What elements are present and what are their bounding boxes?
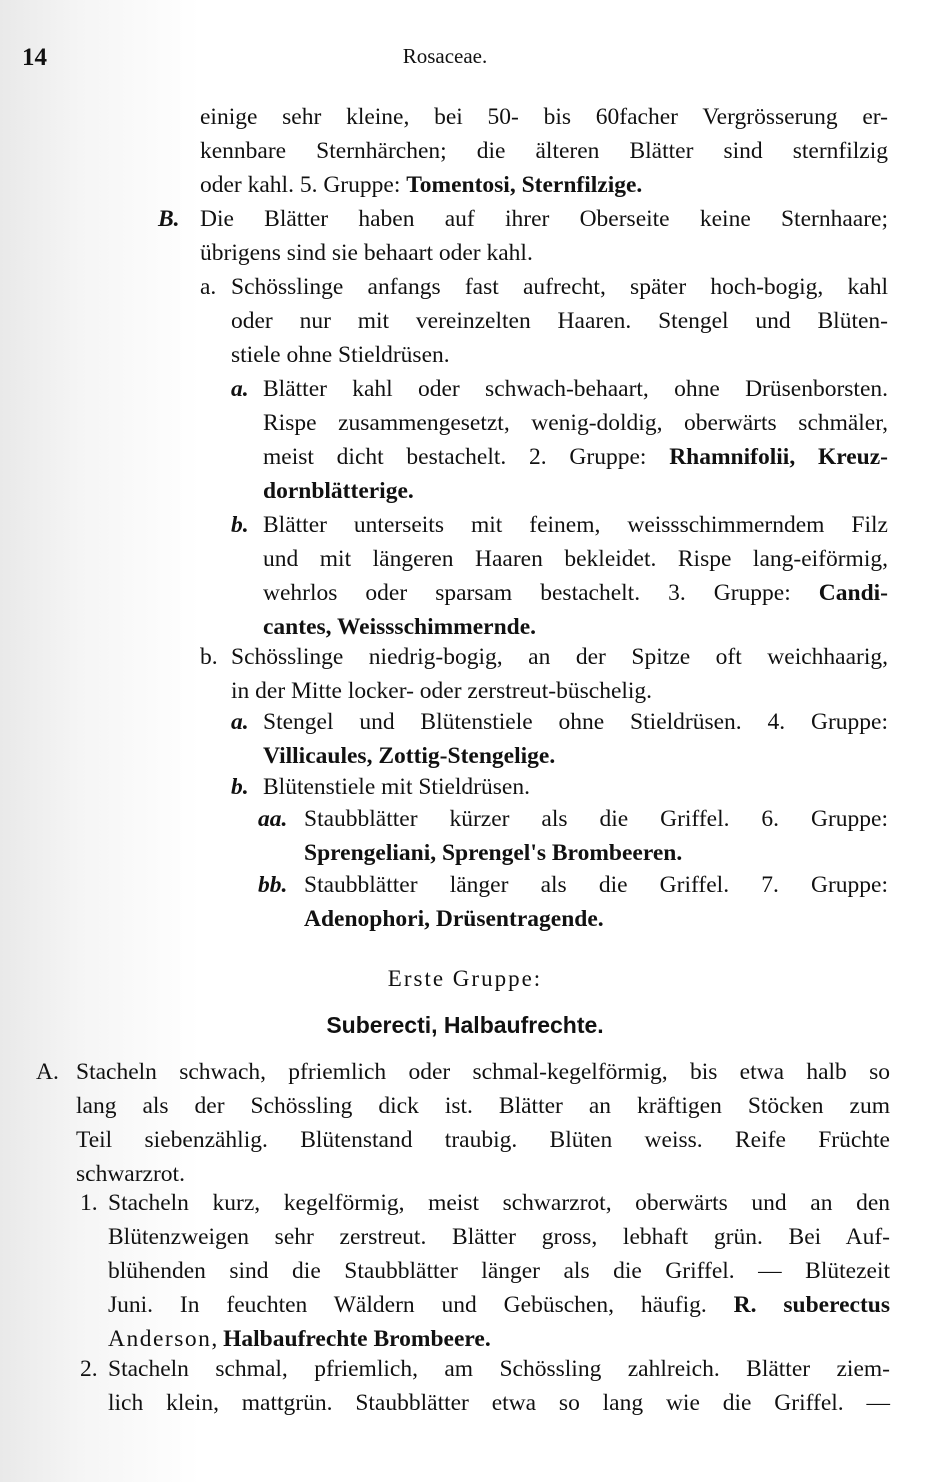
text-line: Staubblätter kürzer als die Griffel. 6. Gruppe:	[304, 806, 888, 832]
key-label: 1.	[80, 1190, 98, 1216]
author-name: Anderson	[108, 1326, 212, 1352]
text-line: in der Mitte locker- oder zerstreut-büschelig.	[231, 678, 653, 704]
text-line: lang als der Schössling dick ist. Blätter an kräftigen Stöcken zum	[76, 1093, 890, 1119]
text-line: Blütenstiele mit Stieldrüsen.	[263, 774, 530, 800]
group-name: Sprengeliani, Sprengel's Brombeeren.	[304, 840, 683, 866]
text-line: schwarzrot.	[76, 1161, 185, 1187]
key-label: b.	[200, 644, 218, 670]
text-line: oder nur mit vereinzelten Haaren. Stengel und Blüten-	[231, 308, 888, 334]
text-line	[108, 1288, 890, 1322]
text-line: stiele ohne Stieldrüsen.	[231, 342, 450, 368]
text-line: Stacheln schmal, pfriemlich, am Schössling zahlreich. Blätter ziem-	[108, 1356, 890, 1382]
text-line: Blütenzweigen sehr zerstreut. Blätter gross, lebhaft grün. Bei Auf-	[108, 1224, 890, 1250]
text-line: Stengel und Blütenstiele ohne Stieldrüsen. 4. Gruppe:	[263, 709, 888, 735]
text-line: lich klein, mattgrün. Staubblätter etwa so lang wie die Griffel. —	[108, 1390, 890, 1416]
key-label: aa.	[258, 806, 288, 832]
text-line: Die Blätter haben auf ihrer Oberseite keine Sternhaare;	[200, 206, 888, 232]
key-item-B-a-beta	[263, 508, 888, 644]
key-label: a.	[231, 376, 249, 402]
text-run: Juni. In feuchten Wäldern und Gebüschen, häufig.	[108, 1292, 734, 1318]
key-item-A-1	[108, 1186, 890, 1356]
text-line	[263, 440, 888, 474]
species-name: R. suberectus	[733, 1292, 891, 1318]
key-label: b.	[231, 512, 249, 538]
group-name: Tomentosi, Sternfilzige.	[406, 172, 643, 198]
section-heading: Erste Gruppe:	[387, 966, 543, 991]
group-name: Villicaules, Zottig-Stengelige.	[263, 743, 556, 769]
text-run: oder kahl. 5. Gruppe:	[200, 172, 407, 198]
key-item-A-2	[108, 1352, 890, 1420]
group-name: cantes, Weissschimmernde.	[263, 614, 537, 640]
text-line: Rispe zusammengesetzt, wenig-doldig, oberwärts schmäler,	[263, 410, 888, 436]
text-line: Staubblätter länger als die Griffel. 7. Gruppe:	[304, 872, 888, 898]
text-line: Blätter kahl oder schwach-behaart, ohne Drüsenborsten.	[263, 376, 888, 402]
key-item-B-b-alpha	[263, 705, 888, 773]
key-label: 2.	[80, 1356, 98, 1382]
text-line	[200, 168, 888, 202]
group-name: Adenophori, Drüsentragende.	[304, 906, 604, 932]
text-line: Teil siebenzählig. Blütenstand traubig. Blüten weiss. Reife Früchte	[76, 1127, 890, 1153]
group-name: Candi-	[818, 580, 888, 606]
key-item-A	[76, 1055, 890, 1191]
text-line: Schösslinge anfangs fast aufrecht, später hoch-bogig, kahl	[231, 274, 888, 300]
key-item-B-b	[231, 640, 888, 708]
text-line: einige sehr kleine, bei 50- bis 60facher Vergrösserung er-	[200, 104, 888, 130]
key-label: a.	[231, 709, 249, 735]
text-line: übrigens sind sie behaart oder kahl.	[200, 240, 533, 266]
key-item-B-b-beta	[263, 770, 888, 804]
text-line	[263, 576, 888, 610]
section-title: Suberecti, Halbaufrechte.	[326, 1012, 604, 1038]
key-label: B.	[158, 206, 180, 232]
text-line: blühenden sind die Staubblätter länger als die Griffel. — Blütezeit	[108, 1258, 890, 1284]
common-name: Halbaufrechte Brombeere.	[223, 1326, 491, 1352]
group-name: dornblätterige.	[263, 478, 414, 504]
key-label: A.	[36, 1059, 59, 1085]
text-run: meist dicht bestachelt. 2. Gruppe:	[263, 444, 670, 470]
key-item-B	[200, 202, 888, 270]
intro-paragraph	[200, 100, 888, 202]
text-line: Stacheln schwach, pfriemlich oder schmal-kegelförmig, bis etwa halb so	[76, 1059, 890, 1085]
key-item-bb	[304, 868, 888, 936]
key-label: bb.	[258, 872, 288, 898]
key-item-aa	[304, 802, 888, 870]
text-run: ,	[211, 1326, 224, 1352]
running-title: Rosaceae.	[402, 44, 488, 68]
key-label: b.	[231, 774, 249, 800]
text-line: Stacheln kurz, kegelförmig, meist schwarzrot, oberwärts und an den	[108, 1190, 890, 1216]
group-name: Rhamnifolii, Kreuz-	[669, 444, 888, 470]
text-line: und mit längeren Haaren bekleidet. Rispe lang-eiförmig,	[263, 546, 888, 572]
text-run: wehrlos oder sparsam bestachelt. 3. Gruppe:	[263, 580, 819, 606]
key-item-B-a-alpha	[263, 372, 888, 508]
text-line: Schösslinge niedrig-bogig, an der Spitze oft weichhaarig,	[231, 644, 888, 670]
text-line: Blätter unterseits mit feinem, weissschimmerndem Filz	[263, 512, 888, 538]
key-item-B-a	[231, 270, 888, 372]
text-line	[108, 1322, 890, 1356]
key-label: a.	[200, 274, 217, 300]
text-line: kennbare Sternhärchen; die älteren Blätter sind sternfilzig	[200, 138, 888, 164]
page-number: 14	[22, 44, 47, 71]
